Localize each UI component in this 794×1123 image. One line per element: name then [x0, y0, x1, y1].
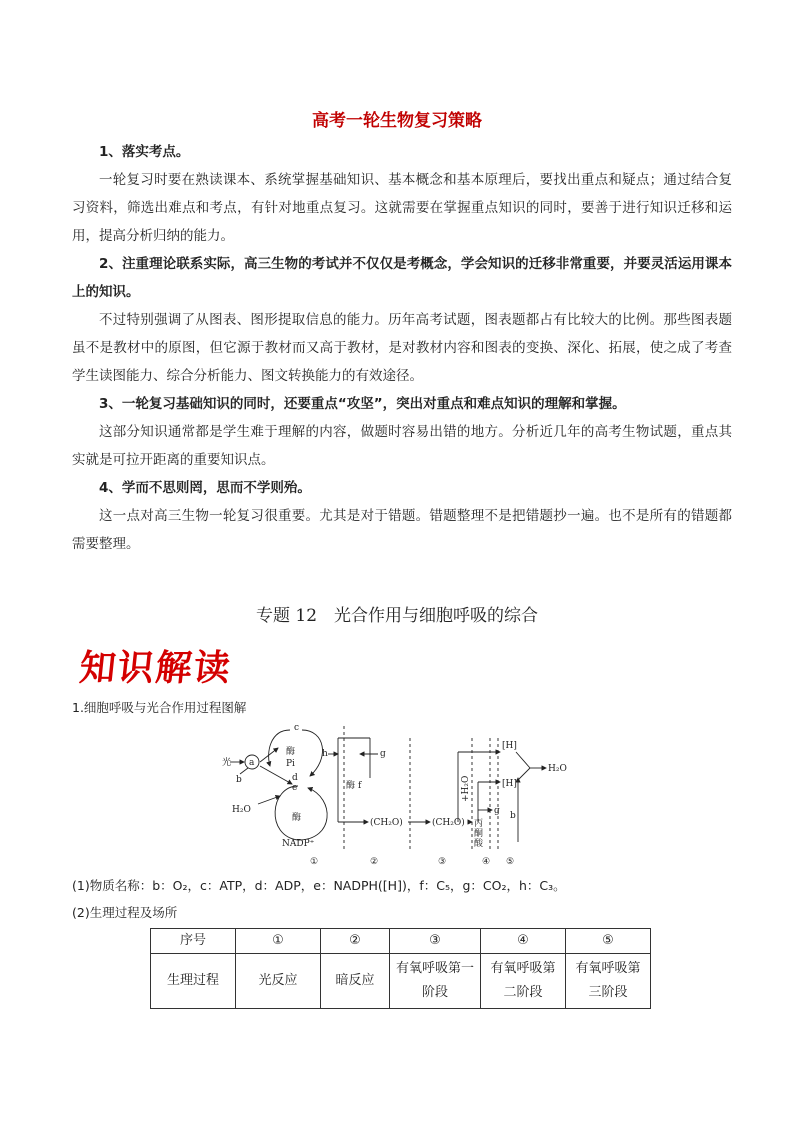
label-H1: [H] — [502, 741, 517, 751]
point-1-text: 一轮复习时要在熟读课本、系统掌握基础知识、基本概念和基本原理后，要找出重点和疑点；通过结合复习资料，筛选出难点和考点，有针对地重点复习。这就需要在掌握重点知识的同时，要善于进行知识迁移和运用，提高分析归纳的能力。 — [72, 172, 732, 244]
label-nadp: NADP⁺ — [282, 839, 315, 849]
process-diagram — [210, 718, 590, 868]
point-2-heading: 2、注重理论联系实际，高三生物的考试并不仅仅是考概念，学会知识的迁移非常重要，并要灵活运用课本上的知识。 — [72, 256, 732, 300]
label-pyruvate-2: 酮 — [474, 829, 484, 839]
label-enzyme-f: 酶 — [346, 781, 356, 791]
H1-merge — [516, 752, 530, 768]
table-header-cell: 序号 — [151, 929, 236, 954]
label-pi: Pi — [286, 759, 295, 769]
section-1-title: 1.细胞呼吸与光合作用过程图解 — [72, 700, 247, 715]
cycle-arc-right-top — [302, 730, 322, 776]
strategy-body — [72, 138, 732, 558]
label-enzyme2: 酶 — [292, 813, 302, 823]
point-2-text: 不过特别强调了从图表、图形提取信息的能力。历年高考试题，图表题都占有比较大的比例。那些图表题虽不是教材中的原图，但它源于教材而又高于教材，是对教材内容和图表的变换、深化、拓展，使之成了考查学生读图能力、综合分析能力、图文转换能力的有效途径。 — [72, 312, 732, 384]
label-e: e — [292, 783, 298, 793]
table-header-cell: ② — [321, 929, 390, 954]
label-d: d — [292, 773, 298, 783]
table-cell: 光反应 — [236, 954, 321, 1009]
stage-2: ② — [370, 857, 379, 867]
label-h2o-left: H₂O — [232, 805, 251, 815]
label-light: 光 — [222, 758, 232, 768]
point-4-text: 这一点对高三生物一轮复习很重要。尤其是对于错题。错题整理不是把错题抄一遍。也不是所有的错题都需要整理。 — [72, 508, 732, 552]
table-cell: 有氧呼吸第三阶段 — [566, 954, 651, 1009]
point-1-heading: 1、落实考点。 — [99, 144, 190, 160]
label-H2: [H] — [502, 779, 517, 789]
stage-4: ④ — [482, 857, 491, 867]
table-header-cell: ③ — [390, 929, 481, 954]
point-3-text: 这部分知识通常都是学生难于理解的内容，做题时容易出错的地方。分析近几年的高考生物试题，重点其实就是可拉开距离的重要知识点。 — [72, 424, 732, 468]
strategy-title: 高考一轮生物复习策略 — [312, 111, 482, 131]
label-h: h — [322, 749, 328, 759]
label-enzyme1: 酶 — [286, 747, 296, 757]
table-cell: 有氧呼吸第一阶段 — [390, 954, 481, 1009]
label-g: g — [380, 749, 386, 759]
stage-1: ① — [310, 857, 319, 867]
stage-5: ⑤ — [506, 857, 515, 867]
table-cell: 有氧呼吸第二阶段 — [481, 954, 566, 1009]
label-b: b — [236, 775, 242, 785]
label-h2o-plus: +H₂O — [461, 775, 471, 802]
label-ch2o-1: (CH₂O) — [370, 818, 403, 828]
question-2: (2)生理过程及场所 — [72, 905, 178, 920]
label-b2: b — [510, 811, 516, 821]
label-pyruvate-1: 丙 — [474, 819, 484, 829]
table-header-cell: ④ — [481, 929, 566, 954]
knowledge-title: 知识解读 — [77, 647, 234, 689]
label-pyruvate-3: 酸 — [474, 839, 484, 849]
question-1: (1)物质名称：b：O₂，c：ATP，d：ADP，e：NADPH([H])，f：C₅，g：CO₂，h：C₃。 — [72, 878, 566, 893]
cycle-arc-right-bottom — [298, 788, 327, 840]
table-row — [151, 954, 651, 1009]
stage-3: ③ — [438, 857, 447, 867]
label-g2: g — [494, 806, 500, 816]
table-header-cell: ⑤ — [566, 929, 651, 954]
table-header-cell: ① — [236, 929, 321, 954]
label-a: a — [249, 758, 255, 768]
point-4-heading: 4、学而不思则罔，思而不学则殆。 — [99, 480, 311, 496]
topic-title: 专题 12 光合作用与细胞呼吸的综合 — [255, 606, 539, 626]
label-h2o-right: H₂O — [548, 764, 567, 774]
point-3-heading: 3、一轮复习基础知识的同时，还要重点“攻坚”，突出对重点和难点知识的理解和掌握。 — [99, 396, 626, 412]
label-f: f — [358, 781, 362, 791]
table-header-row — [151, 929, 651, 954]
label-ch2o-2: (CH₂O) — [432, 818, 465, 828]
table-cell: 暗反应 — [321, 954, 390, 1009]
label-c: c — [294, 723, 300, 733]
table-row-label: 生理过程 — [151, 954, 236, 1009]
a-to-b — [240, 768, 248, 774]
process-table — [150, 928, 651, 1009]
